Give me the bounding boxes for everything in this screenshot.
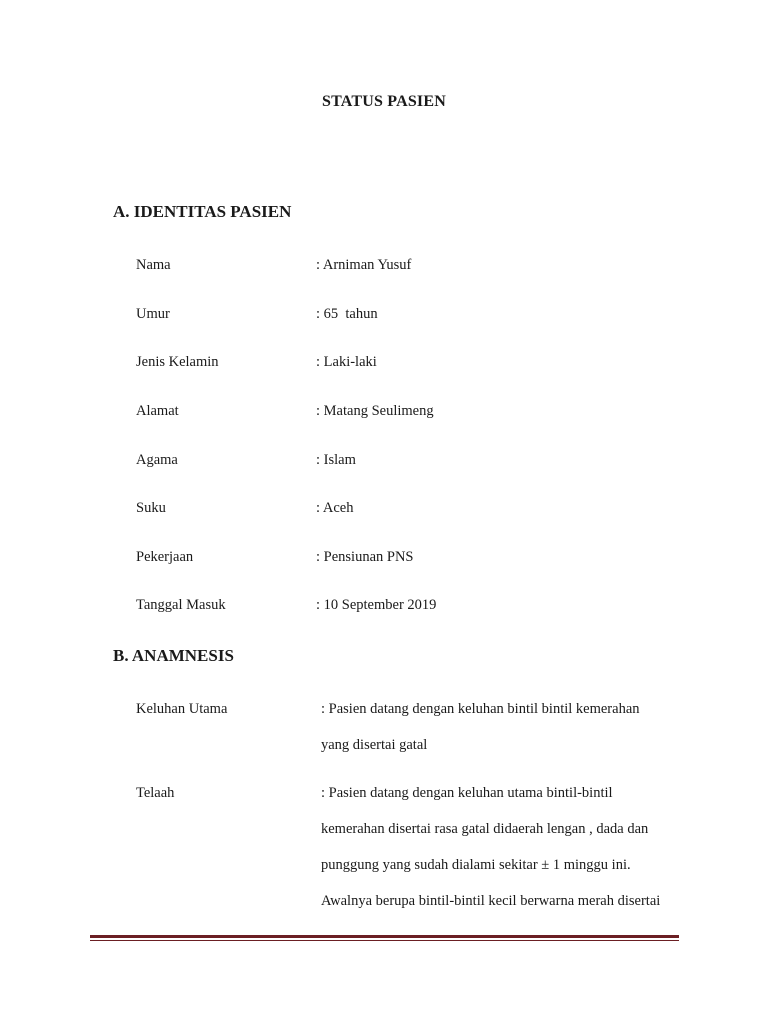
field-label-umur: Umur bbox=[136, 306, 170, 322]
section-a-heading: A. IDENTITAS PASIEN bbox=[113, 202, 292, 221]
field-label-telaah: Telaah bbox=[136, 785, 175, 801]
field-value-alamat: : Matang Seulimeng bbox=[316, 403, 434, 419]
field-value-agama: : Islam bbox=[316, 452, 356, 468]
field-value-jenis-kelamin: : Laki-laki bbox=[316, 354, 377, 370]
field-label-tanggal-masuk: Tanggal Masuk bbox=[136, 597, 226, 613]
field-value-suku: : Aceh bbox=[316, 500, 354, 516]
field-value-umur: : 65 tahun bbox=[316, 306, 378, 322]
footer-rule-thin bbox=[90, 940, 679, 941]
telaah-line-2: kemerahan disertai rasa gatal didaerah lengan , dada dan bbox=[321, 821, 649, 837]
field-value-pekerjaan: : Pensiunan PNS bbox=[316, 549, 414, 565]
keluhan-line-1: : Pasien datang dengan keluhan bintil bintil kemerahan bbox=[321, 701, 640, 717]
field-label-suku: Suku bbox=[136, 500, 166, 516]
field-label-agama: Agama bbox=[136, 452, 178, 468]
telaah-line-1: : Pasien datang dengan keluhan utama bintil-bintil bbox=[321, 785, 613, 801]
keluhan-line-2: yang disertai gatal bbox=[321, 737, 428, 753]
field-label-jenis-kelamin: Jenis Kelamin bbox=[136, 354, 219, 370]
field-label-keluhan-utama: Keluhan Utama bbox=[136, 701, 228, 717]
section-b-heading: B. ANAMNESIS bbox=[113, 646, 234, 665]
field-label-alamat: Alamat bbox=[136, 403, 179, 419]
field-value-nama: : Arniman Yusuf bbox=[316, 257, 412, 273]
field-label-pekerjaan: Pekerjaan bbox=[136, 549, 194, 565]
telaah-line-4: Awalnya berupa bintil-bintil kecil berwarna merah disertai bbox=[321, 893, 661, 909]
page-title: STATUS PASIEN bbox=[322, 93, 446, 110]
footer-rule-thick bbox=[90, 935, 679, 938]
field-label-nama: Nama bbox=[136, 257, 171, 273]
telaah-line-3: punggung yang sudah dialami sekitar ± 1 minggu ini. bbox=[321, 857, 631, 873]
field-value-tanggal-masuk: : 10 September 2019 bbox=[316, 597, 437, 613]
